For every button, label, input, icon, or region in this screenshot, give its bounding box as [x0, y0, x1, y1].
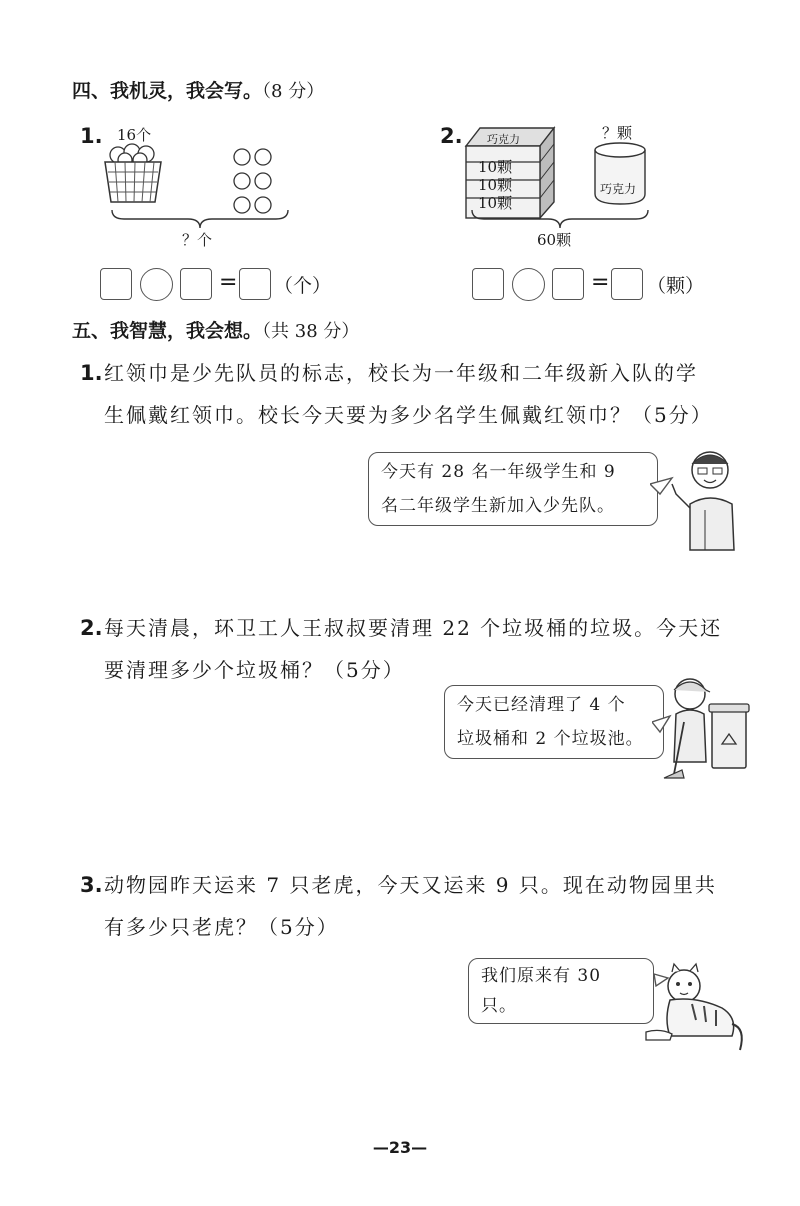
s4-q1-answer-box-1[interactable]: [100, 268, 132, 300]
s4-q1-operator-circle[interactable]: [140, 268, 173, 301]
jar-label: 巧克力: [600, 182, 637, 196]
trash-bin-icon: [709, 704, 749, 768]
box-layer-1: 10颗: [478, 158, 513, 176]
box-top-label: 巧克力: [487, 133, 520, 146]
section-4-title: 四、我机灵，我会写。（8 分）: [72, 80, 325, 102]
s5-q2-text: 每天清晨，环卫工人王叔叔要清理 22 个垃圾桶的垃圾。今天还 要清理多少个垃圾桶？（5分）: [104, 616, 723, 682]
page-number: —23—: [372, 1138, 428, 1157]
s4-q1-answer-box-3[interactable]: [239, 268, 271, 300]
s4-q1-number: 1.: [80, 124, 103, 148]
s4-q1-equals: =: [219, 270, 238, 295]
s4-q2-brace-label: 60颗: [537, 231, 572, 249]
s4-q2-answer-box-1[interactable]: [472, 268, 504, 300]
s5-q2-speech-bubble: 今天已经清理了 4 个 垃圾桶和 2 个垃圾池。: [444, 685, 664, 759]
principal-figure-icon: [650, 444, 746, 552]
s5-q2-number: 2.: [80, 616, 103, 640]
s4-q2-answer-box-3[interactable]: [611, 268, 643, 300]
sanitation-worker-icon: [652, 670, 752, 782]
s4-q1-brace: [110, 208, 290, 230]
basket-icon: [105, 144, 161, 202]
s4-q2-number: 2.: [440, 124, 463, 148]
s4-q2-unit: （颗）: [647, 275, 705, 297]
box-layer-3: 10颗: [478, 194, 513, 212]
box-layer-2: 10颗: [478, 176, 513, 194]
s4-q2-equals: =: [591, 270, 610, 295]
s4-q2-answer-box-2[interactable]: [552, 268, 584, 300]
s5-q3-speech-bubble: 我们原来有 30 只。: [468, 958, 654, 1024]
loose-apples-icon: [234, 149, 271, 213]
s4-q1-brace-label: ？个: [182, 231, 213, 249]
s4-q2-operator-circle[interactable]: [512, 268, 545, 301]
s4-q2-brace: [470, 208, 650, 230]
tiger-icon: [640, 960, 750, 1054]
section-5-title: 五、我智慧，我会想。（共 38 分）: [72, 320, 360, 342]
jar-question-label: ？颗: [602, 124, 633, 142]
s5-q3-text: 动物园昨天运来 7 只老虎，今天又运来 9 只。现在动物园里共 有多少只老虎？（5分）: [104, 873, 717, 939]
s5-q1-text: 红领巾是少先队员的标志，校长为一年级和二年级新入队的学 生佩戴红领巾。校长今天要为多少名学生佩戴红领巾？（5分）: [104, 361, 713, 427]
s5-q1-speech-bubble: 今天有 28 名一年级学生和 9 名二年级学生新加入少先队。: [368, 452, 658, 526]
basket-count-label: 16个: [117, 126, 152, 144]
s4-q1-answer-box-2[interactable]: [180, 268, 212, 300]
s5-q1-number: 1.: [80, 361, 103, 385]
s4-q1-unit: （个）: [274, 275, 332, 297]
s5-q3-number: 3.: [80, 873, 103, 897]
